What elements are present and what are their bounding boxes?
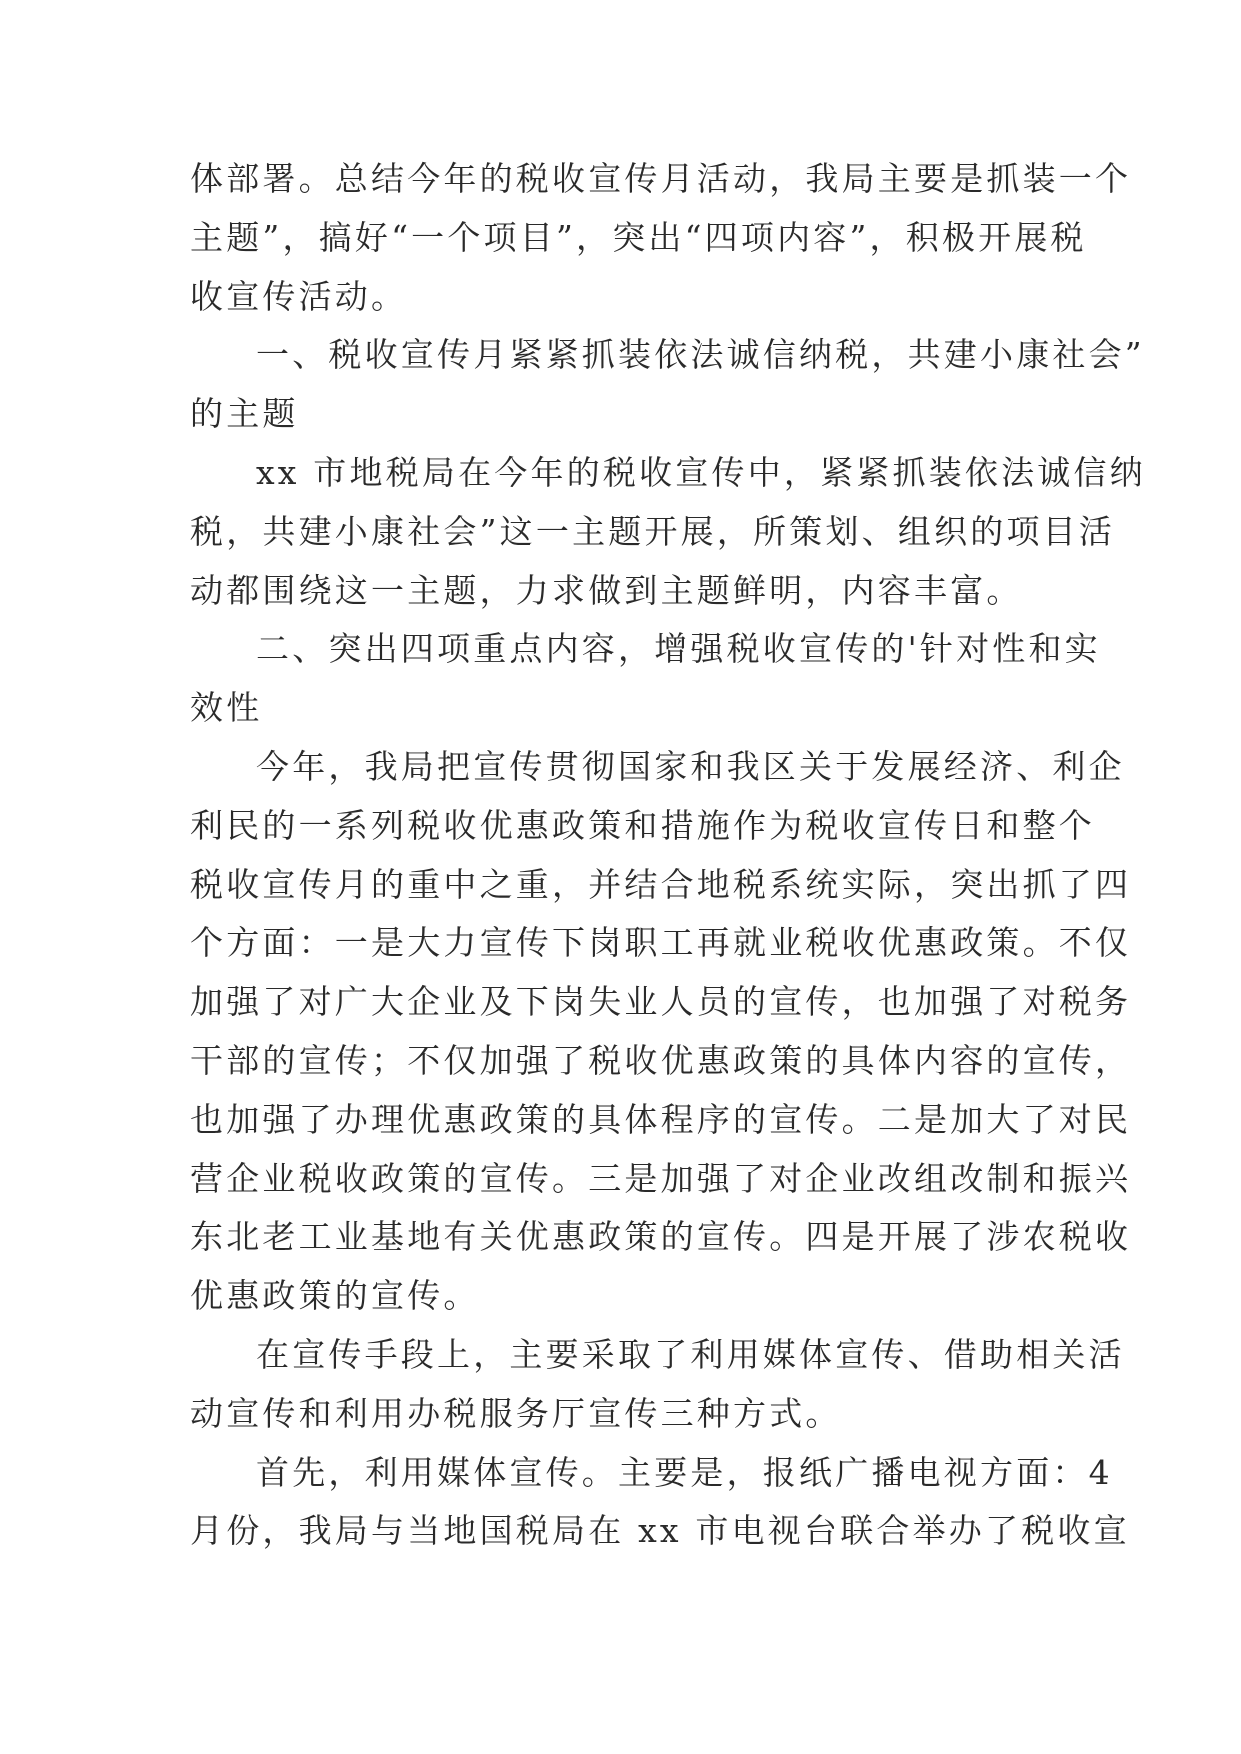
text-line: xx 市地税局在今年的税收宣传中，紧紧抓装依法诚信纳 — [256, 452, 1146, 492]
text-line: 营企业税收政策的宣传。三是加强了对企业改组改制和振兴 — [190, 1158, 1132, 1198]
text-line: 东北老工业基地有关优惠政策的宣传。四是开展了涉农税收 — [190, 1217, 1132, 1257]
text-line: 主题”，搞好“一个项目”，突出“四项内容”，积极开展税 — [190, 217, 1087, 257]
text-line: 收宣传活动。 — [190, 276, 408, 316]
text-line: 在宣传手段上，主要采取了利用媒体宣传、借助相关活 — [256, 1334, 1125, 1374]
text-line: 个方面：一是大力宣传下岗职工再就业税收优惠政策。不仅 — [190, 923, 1132, 963]
text-line: 首先，利用媒体宣传。主要是，报纸广播电视方面：4 — [256, 1452, 1113, 1492]
text-line: 优惠政策的宣传。 — [190, 1276, 480, 1316]
section-heading-line: 一、税收宣传月紧紧抓装依法诚信纳税，共建小康社会” — [256, 335, 1145, 375]
text-line: 利民的一系列税收优惠政策和措施作为税收宣传日和整个 — [190, 805, 1095, 845]
body-text — [190, 150, 1146, 1561]
text-line: 月份，我局与当地国税局在 xx 市电视台联合举办了税收宣 — [190, 1511, 1130, 1551]
section-heading-line: 二、突出四项重点内容，增强税收宣传的'针对性和实 — [256, 629, 1101, 669]
text-line: 今年，我局把宣传贯彻国家和我区关于发展经济、利企 — [256, 746, 1125, 786]
text-line: 动都围绕这一主题，力求做到主题鲜明，内容丰富。 — [190, 570, 1023, 610]
text-line: 税收宣传月的重中之重，并结合地税系统实际，突出抓了四 — [190, 864, 1132, 904]
section-heading-line: 效性 — [190, 688, 263, 728]
section-heading-line: 的主题 — [190, 394, 299, 434]
text-line: 税，共建小康社会”这一主题开展，所策划、组织的项目活 — [190, 511, 1116, 551]
text-line: 体部署。总结今年的税收宣传月活动，我局主要是抓装一个 — [190, 159, 1132, 198]
text-line: 加强了对广大企业及下岗失业人员的宣传，也加强了对税务 — [190, 982, 1132, 1022]
text-line: 动宣传和利用办税服务厅宣传三种方式。 — [190, 1393, 842, 1433]
text-line: 也加强了办理优惠政策的具体程序的宣传。二是加大了对民 — [190, 1099, 1132, 1139]
text-line: 干部的宣传；不仅加强了税收优惠政策的具体内容的宣传， — [190, 1040, 1132, 1080]
